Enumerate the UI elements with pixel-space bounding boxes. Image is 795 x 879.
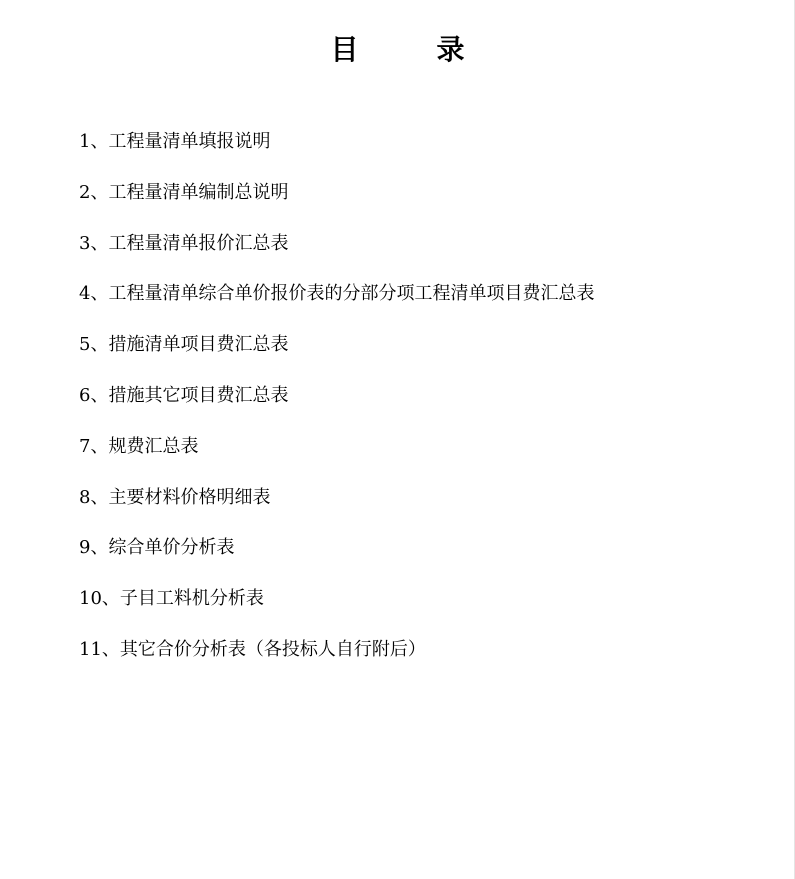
page-title [0,28,795,68]
toc-item-10: 10、子目工料机分析表 [79,588,264,610]
toc-item-6: 6、措施其它项目费汇总表 [79,384,289,406]
toc-item-2: 2、工程量清单编制总说明 [79,181,289,203]
toc-item-9: 9、综合单价分析表 [79,537,235,559]
title-char-1: 目 [330,33,359,66]
toc-item-3: 3、工程量清单报价汇总表 [79,232,289,254]
table-of-contents [79,130,594,689]
toc-item-11: 11、其它合价分析表（各投标人自行附后） [79,638,426,660]
toc-item-4: 4、工程量清单综合单价报价表的分部分项工程清单项目费汇总表 [79,283,595,305]
toc-item-1: 1、工程量清单填报说明 [79,131,271,152]
toc-item-5: 5、措施清单项目费汇总表 [79,334,289,356]
toc-item-7: 7、规费汇总表 [79,435,199,457]
title-char-2: 录 [436,33,465,66]
toc-item-8: 8、主要材料价格明细表 [79,486,271,508]
